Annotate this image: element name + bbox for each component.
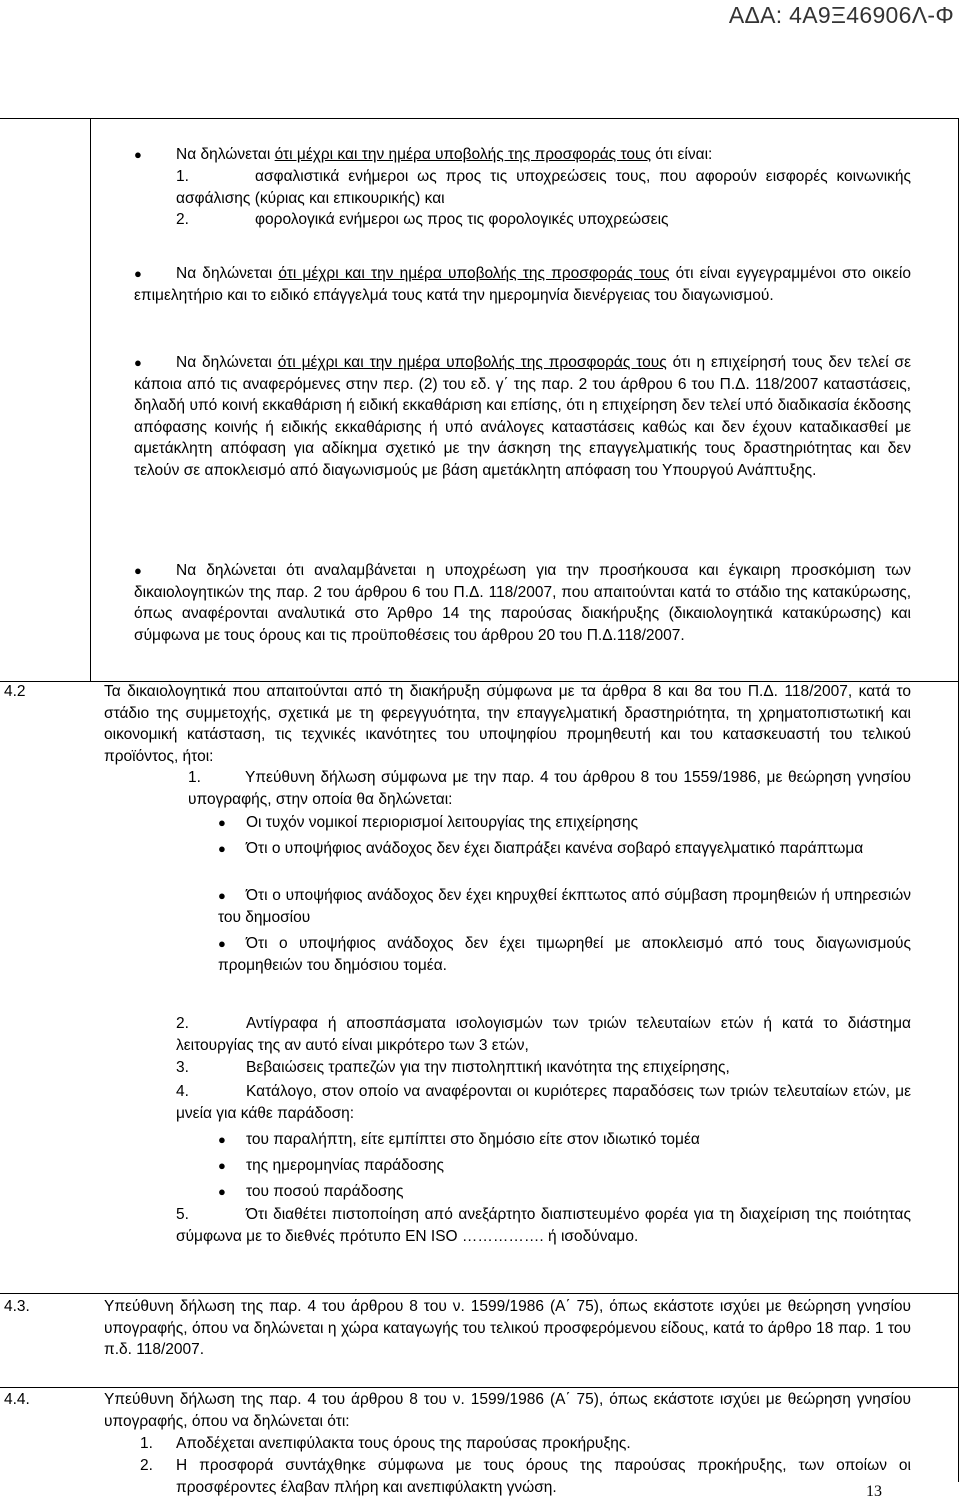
sec42-item-declaration: Υπεύθυνη δήλωση σύμφωνα με την παρ. 4 του άρθρου 8 του 1559/1986, με θεώρηση γνησίου υπογραφής, στην οποία θα δηλώνεται: bbox=[188, 769, 911, 808]
sec42-delivery-bullet: του παραλήπτη, είτε εμπίπτει στο δημόσιο είτε στον ιδιωτικό τομέα bbox=[246, 1131, 700, 1148]
declaration-item-insurance: ασφαλιστικά ενήμεροι ως προς τις υποχρεώσεις τους, που αφορούν εισφορές κοινωνικής ασφάλισης (κύριας και επικουρικής) και bbox=[176, 168, 911, 207]
section-number: 4.3. bbox=[4, 1298, 30, 1315]
row-divider-4-3 bbox=[0, 1293, 958, 1294]
bullet-icon: ● bbox=[218, 815, 226, 830]
sec42-bullet: Ότι ο υποψήφιος ανάδοχος δεν έχει διαπράξει κανένα σοβαρό επαγγελματικό παράπτωμα bbox=[246, 840, 864, 857]
sec42-item-iso-certification: Ότι διαθέτει πιστοποίηση από ανεξάρτητο διαπιστευμένο φορέα για τη διαχείριση της ποιότητας σύμφωνα με το διεθνές πρότυπο EN ISO ……………. ή ισοδύναμο. bbox=[176, 1206, 911, 1245]
bullet-icon: ● bbox=[134, 355, 142, 370]
sec42-item-balance-sheets: Αντίγραφα ή αποσπάσματα ισολογισμών των τριών τελευταίων ετών ή κατά το διάστημα λειτουργίας της αν αυτό είναι μικρότερο των 3 ετών, bbox=[176, 1015, 911, 1054]
bullet-icon: ● bbox=[134, 563, 142, 578]
section-4-4-text: Υπεύθυνη δήλωση της παρ. 4 του άρθρου 8 του ν. 1599/1986 (Α΄ 75), όπως εκάστοτε ισχύει με θεώρηση γνησίου υπογραφής, όπου να δηλώνεται ότι: bbox=[104, 1391, 911, 1430]
declaration-documents-submission: Να δηλώνεται ότι αναλαμβάνεται η υποχρέωση για την προσήκουσα και έγκαιρη προσκόμιση των δικαιολογητικών της παρ. 2 του άρθρου 6 του Π.Δ. 118/2007, που απαιτούνται κατά το στάδιο της κατακύρωσης, όπως αναφέρονται αναλυτικά στο Άρθρο 14 της παρούσας διακήρυξης (δικαιολογητικά κατακύρωσης) και σύμφωνα με τους όρους και τις προϋποθέσεις του άρθρου 20 του Π.Δ.118/2007. bbox=[134, 562, 911, 644]
bullet-icon: ● bbox=[218, 1184, 226, 1199]
bullet-icon: ● bbox=[134, 147, 142, 162]
sec42-delivery-bullet: του ποσού παράδοσης bbox=[246, 1183, 404, 1200]
list-number: 1. bbox=[140, 1435, 153, 1452]
sec42-delivery-bullet: της ημερομηνίας παράδοσης bbox=[246, 1157, 445, 1174]
sec42-bullet: Ότι ο υποψήφιος ανάδοχος δεν έχει τιμωρηθεί με αποκλεισμό από τους διαγωνισμούς προμηθειών του δημόσιου τομέα. bbox=[218, 935, 911, 974]
list-number: 2. bbox=[176, 1015, 189, 1032]
declaration-chamber-registration: Να δηλώνεται ότι μέχρι και την ημέρα υποβολής της προσφοράς τους ότι είναι εγγεγραμμένοι στο οικείο επιμελητήριο και το ειδικό επάγγελμά τους κατά την ημερομηνία διενέργειας του διαγωνισμού. bbox=[134, 265, 911, 304]
list-number: 3. bbox=[176, 1059, 189, 1076]
list-number: 2. bbox=[176, 211, 189, 228]
declaration-no-liquidation: Να δηλώνεται ότι μέχρι και την ημέρα υποβολής της προσφοράς τους ότι η επιχείρησή τους δεν τελεί σε κάποια από τις αναφερόμενες στην περ. (2) του εδ. γ΄ της παρ. 2 του άρθρου 6 του Π.Δ. 118/2007 καταστάσεις, δηλαδή υπό κοινή εκκαθάριση ή ειδική εκκαθάριση και επίσης, ότι η επιχείρηση δεν τελεί υπό διαδικασία έκδοσης απόφασης κοινής ή ειδικής εκκαθάρισης ή υπό ανάλογες καταστάσεις καθώς και δεν έχουν καταδικασθεί με αμετάκλητη απόφαση για αδίκημα σχετικό με την άσκηση της επαγγελματικής τους δραστηριότητας και δεν τελούν σε αποκλεισμό από διαγωνισμούς με βάση αμετάκλητη απόφαση του Υπουργού Ανάπτυξης. bbox=[134, 354, 912, 479]
row-divider-4-4 bbox=[0, 1387, 958, 1388]
sec42-bullet: Ότι ο υποψήφιος ανάδοχος δεν έχει κηρυχθεί έκπτωτος από σύμβαση προμηθειών ή υπηρεσιών του δημοσίου bbox=[218, 887, 911, 926]
bullet-icon: ● bbox=[218, 1158, 226, 1173]
page-number: 13 bbox=[866, 1483, 882, 1500]
sec44-item-offer-compliance: Η προσφορά συντάχθηκε σύμφωνα με τους όρους της παρούσας προκήρυξης, των οποίων οι προσφέροντες έλαβαν πλήρη και ανεπιφύλακτη γνώση. bbox=[176, 1457, 911, 1496]
document-code-header: ΑΔΑ: 4Α9Ξ46906Λ-Φ bbox=[728, 2, 954, 28]
bullet-icon: ● bbox=[218, 841, 226, 856]
sec42-item-bank-certificates: Βεβαιώσεις τραπεζών για την πιστοληπτική ικανότητα της επιχείρησης, bbox=[246, 1059, 730, 1076]
list-number: 1. bbox=[176, 168, 189, 185]
section-number: 4.4. bbox=[4, 1391, 30, 1408]
section-number: 4.2 bbox=[4, 683, 26, 700]
bullet-icon: ● bbox=[218, 1132, 226, 1147]
section-4-2-text: Τα δικαιολογητικά που απαιτούνται από τη διακήρυξη σύμφωνα με τα άρθρα 8 και 8α του Π.Δ. 118/2007, κατά το στάδιο της συμμετοχής, σχετικά με τη φερεγγυότητα, την επαγγελματική δραστηριότητα, τη χρηματοπιστωτική και οικονομική κατάσταση, τις τεχνικές ικανότητες του υποψηφίου προμηθευτή και του κατασκευαστή του τελικού προϊόντος, ήτοι: bbox=[104, 683, 911, 765]
sec44-item-acceptance: Αποδέχεται ανεπιφύλακτα τους όρους της παρούσας προκήρυξης. bbox=[176, 1435, 631, 1452]
list-number: 2. bbox=[140, 1457, 153, 1474]
bullet-icon: ● bbox=[134, 266, 142, 281]
column-divider bbox=[90, 118, 91, 681]
section-4-3-text: Υπεύθυνη δήλωση της παρ. 4 του άρθρου 8 του ν. 1599/1986 (Α΄ 75), όπως εκάστοτε ισχύει με θεώρηση γνησίου υπογραφής, όπου να δηλώνεται η χώρα καταγωγής του τελικού προσφερόμενου είδους, κατά το άρθρο 18 παρ. 1 του π.δ. 118/2007. bbox=[104, 1298, 911, 1358]
declaration-intro: Να δηλώνεται ότι μέχρι και την ημέρα υποβολής της προσφοράς τους ότι είναι: bbox=[176, 146, 713, 163]
list-number: 4. bbox=[176, 1083, 189, 1100]
sec42-bullet: Οι τυχόν νομικοί περιορισμοί λειτουργίας της επιχείρησης bbox=[246, 814, 639, 831]
bullet-icon: ● bbox=[218, 936, 226, 951]
sec42-item-deliveries-list: Κατάλογο, στον οποίο να αναφέρονται οι κυριότερες παραδόσεις των τριών τελευταίων ετών, με μνεία για κάθε παράδοση: bbox=[176, 1083, 911, 1122]
bullet-icon: ● bbox=[218, 888, 226, 903]
list-number: 5. bbox=[176, 1206, 189, 1223]
declaration-item-tax: φορολογικά ενήμεροι ως προς τις φορολογικές υποχρεώσεις bbox=[255, 211, 669, 228]
list-number: 1. bbox=[188, 769, 201, 786]
